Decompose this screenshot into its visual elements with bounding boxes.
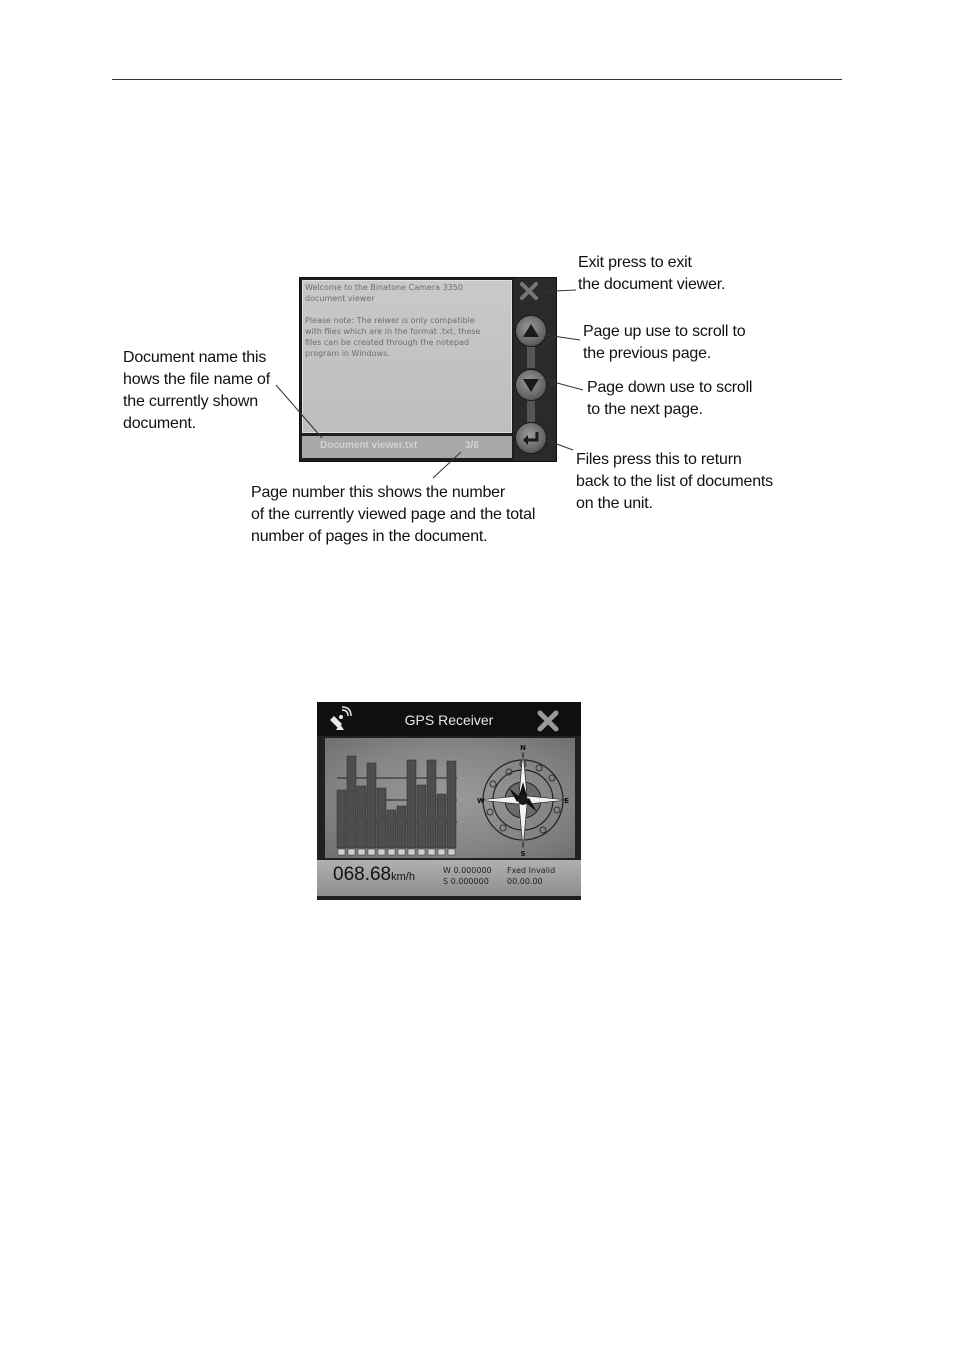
files-annotation: Files press this to return back to the list of documents on the unit.: [576, 451, 773, 512]
speed-unit: km/h: [391, 871, 415, 883]
signal-bar-11: [437, 794, 446, 848]
satellite-id-box-5: [378, 849, 385, 855]
gps-display-panel: [325, 738, 575, 858]
page-up-annotation: Page up use to scroll to the previous page.: [583, 323, 746, 362]
signal-strength-chart: [325, 738, 465, 858]
signal-bar-8: [407, 760, 416, 848]
compass-display: [473, 738, 573, 858]
signal-bar-3: [357, 786, 366, 848]
gps-status-bar: [317, 860, 581, 896]
speed-value: 068.68: [333, 864, 392, 885]
page-number: 3/6: [465, 440, 479, 451]
document-name: Document viewer.txt: [320, 440, 418, 451]
gps-receiver-screenshot: [317, 702, 581, 900]
compass-label-n: N: [520, 744, 526, 752]
satellite-id-box-12: [448, 849, 455, 855]
signal-bar-4: [367, 763, 376, 848]
satellite-id-box-4: [368, 849, 375, 855]
signal-bar-10: [427, 760, 436, 848]
gps-title: GPS Receiver: [404, 712, 494, 728]
signal-bar-12: [447, 761, 456, 848]
satellite-id-box-8: [408, 849, 415, 855]
satellite-id-box-9: [418, 849, 425, 855]
gps-title-bar: [317, 702, 581, 736]
signal-bar-7: [397, 806, 406, 848]
document-name-annotation: Document name this hows the file name of the currently shown document.: [123, 349, 270, 432]
document-body-text: Welcome to the Binatone Camera 3350 document viewer Please note: The reiwer is only compatible with files which are in the format .txt, these files can be created through the notepad program in Windows.: [305, 283, 481, 358]
compass-label-s: S: [520, 850, 526, 858]
gps-coordinates: W 0.000000 S 0.000000: [443, 866, 492, 886]
satellite-id-box-7: [398, 849, 405, 855]
gps-fix-status: Fxed Invalid 00.00.00: [507, 866, 556, 886]
page-down-annotation: Page down use to scroll to the next page.: [587, 379, 753, 418]
satellite-id-box-1: [338, 849, 345, 855]
exit-annotation: Exit press to exit the document viewer.: [578, 254, 726, 293]
satellite-id-box-2: [348, 849, 355, 855]
satellite-id-box-3: [358, 849, 365, 855]
speed-readout: [333, 864, 415, 886]
compass-label-e: E: [564, 797, 569, 805]
satellite-id-box-10: [428, 849, 435, 855]
compass-label-w: W: [477, 797, 485, 805]
signal-bar-2: [347, 756, 356, 848]
signal-bar-1: [337, 790, 346, 848]
signal-bar-5: [377, 788, 386, 848]
satellite-id-box-6: [388, 849, 395, 855]
page-number-annotation: Page number this shows the number of the currently viewed page and the total number of pages in the document.: [251, 484, 536, 545]
compass-center: [518, 795, 528, 805]
close-icon[interactable]: [537, 710, 559, 732]
satellite-id-box-11: [438, 849, 445, 855]
signal-bar-6: [387, 810, 396, 848]
signal-bar-9: [417, 785, 426, 848]
